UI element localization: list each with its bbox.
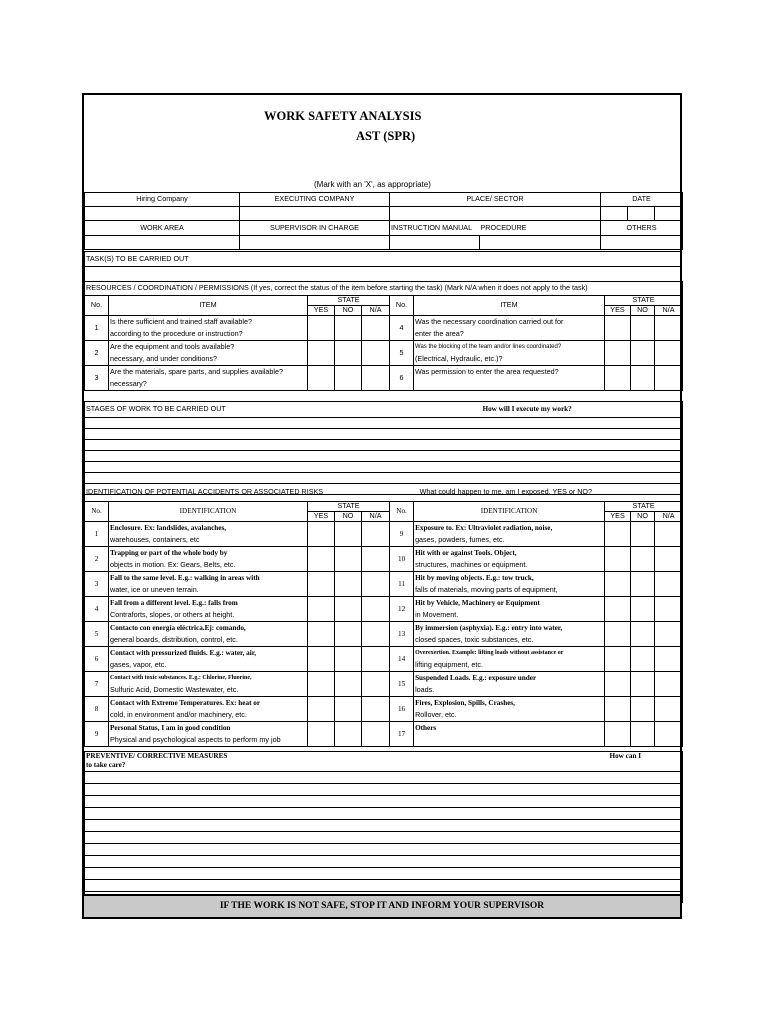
risk-item-yes-checkbox[interactable]	[605, 597, 631, 622]
stages-table	[84, 401, 683, 495]
risk-item-na-checkbox[interactable]	[362, 697, 390, 722]
table-row	[85, 697, 683, 722]
resource-item-yes-checkbox[interactable]	[308, 316, 335, 341]
risk-item-na-checkbox[interactable]	[362, 647, 390, 672]
risk-item-no-checkbox[interactable]	[335, 597, 362, 622]
resource-number: 5	[390, 341, 414, 366]
resource-item-line1: Was permission to enter the area requested?	[415, 367, 559, 376]
risk-item-yes-checkbox[interactable]	[605, 672, 631, 697]
no-state-header-right: NO	[631, 512, 655, 522]
header-table	[84, 192, 683, 250]
risk-item-text	[414, 547, 605, 572]
risk-item-line1: Trapping or part of the whole body by	[110, 549, 228, 557]
resource-item-line2: according to the procedure or instruction?	[110, 329, 243, 338]
risk-item-na-checkbox[interactable]	[655, 622, 683, 647]
risk-item-no-checkbox[interactable]	[631, 722, 655, 747]
risk-item-na-checkbox[interactable]	[655, 647, 683, 672]
risk-item-yes-checkbox[interactable]	[605, 697, 631, 722]
risk-item-line1: Personal Status, I am in good condition	[110, 724, 231, 732]
yes-header-right: YES	[605, 306, 631, 316]
procedure-field[interactable]	[480, 236, 601, 250]
risk-item-text	[414, 672, 605, 697]
risk-item-na-checkbox[interactable]	[362, 572, 390, 597]
risk-item-na-checkbox[interactable]	[655, 572, 683, 597]
risk-item-no-checkbox[interactable]	[631, 647, 655, 672]
risk-number: 5	[85, 622, 109, 647]
preventive-line[interactable]	[85, 808, 683, 820]
resource-number: 1	[85, 316, 109, 341]
identification-header-right: IDENTIFICATION	[414, 502, 605, 522]
risk-item-na-checkbox[interactable]	[655, 522, 683, 547]
resource-item-no-checkbox[interactable]	[335, 366, 362, 391]
risk-item-line2: general boards, distribution, control, etc.	[110, 635, 238, 644]
tasks-table	[84, 251, 682, 282]
stages-line[interactable]	[85, 440, 683, 451]
risk-item-line2: falls of materials, moving parts of equipment,	[415, 585, 558, 594]
risk-item-line1: Contact with pressurized fluids. E.g.: water, air,	[110, 649, 257, 657]
state-header: STATE	[308, 502, 390, 512]
others-field[interactable]	[601, 236, 683, 250]
resource-item-text	[414, 341, 605, 366]
date-year-field[interactable]	[655, 207, 683, 221]
na-header: N/A	[362, 512, 390, 522]
risks-label: IDENTIFICATION OF POTENTIAL ACCIDENTS OR ASSOCIATED RISKS	[85, 484, 390, 502]
na-header: N/A	[362, 306, 390, 316]
preventive-label-line1: PREVENTIVE/ CORRECTIVE MEASURES	[86, 752, 228, 760]
state-header-right: STATE	[605, 296, 683, 306]
risk-number: 4	[85, 597, 109, 622]
risk-item-na-checkbox[interactable]	[362, 722, 390, 747]
risk-item-no-checkbox[interactable]	[335, 647, 362, 672]
resource-item-line2: enter the area?	[415, 329, 464, 338]
risk-item-text	[414, 572, 605, 597]
preventive-line[interactable]	[85, 796, 683, 808]
work-area-label: WORK AREA	[85, 221, 240, 236]
risk-number: 2	[85, 547, 109, 572]
stages-line[interactable]	[85, 429, 683, 440]
risks-table	[84, 483, 683, 747]
risk-item-line1: Contact with toxic substances. E.g.: Chlorine, Fluorine,	[110, 675, 252, 681]
preventive-line[interactable]	[85, 784, 683, 796]
form-title: WORK SAFETY ANALYSIS	[264, 109, 422, 123]
resources-table	[84, 281, 683, 391]
resource-item-na-checkbox[interactable]	[362, 366, 390, 391]
resource-number: 6	[390, 366, 414, 391]
no-state-header: NO	[335, 512, 362, 522]
date-month-field[interactable]	[628, 207, 655, 221]
table-row	[85, 647, 683, 672]
resource-item-text	[414, 316, 605, 341]
risk-number: 16	[390, 697, 414, 722]
date-day-field[interactable]	[601, 207, 628, 221]
resource-item-line1: Was the blocking of the team and/or lines coordinated?	[415, 344, 562, 350]
risk-item-line1: Fires, Explosion, Spills, Crashes,	[415, 699, 515, 707]
resource-item-na-checkbox[interactable]	[362, 341, 390, 366]
risk-item-line1: Fall from a different level. E.g.: falls from	[110, 599, 238, 607]
risk-item-line1: Suspended Loads. E.g.: exposure under	[415, 674, 537, 682]
stages-line[interactable]	[85, 473, 683, 484]
preventive-line[interactable]	[85, 844, 683, 856]
yes-header: YES	[308, 512, 335, 522]
risk-item-text	[109, 697, 308, 722]
resource-item-na-checkbox[interactable]	[655, 316, 683, 341]
risk-item-line1: Enclosure. Ex: landslides, avalanches,	[110, 524, 227, 532]
risk-item-na-checkbox[interactable]	[362, 522, 390, 547]
risk-item-yes-checkbox[interactable]	[605, 647, 631, 672]
risk-item-no-checkbox[interactable]	[631, 672, 655, 697]
no-state-header-right: NO	[631, 306, 655, 316]
risk-item-line2: water, ice or uneven terrain.	[110, 585, 199, 594]
risk-number: 14	[390, 647, 414, 672]
resource-item-yes-checkbox[interactable]	[308, 366, 335, 391]
resource-item-text	[109, 341, 308, 366]
preventive-line[interactable]	[85, 772, 683, 784]
risk-item-text	[414, 697, 605, 722]
date-label: DATE	[601, 193, 683, 207]
table-row	[85, 547, 683, 572]
risk-item-no-checkbox[interactable]	[631, 547, 655, 572]
risk-item-line2: Contraforts, slopes, or others at height.	[110, 610, 235, 619]
resource-item-no-checkbox[interactable]	[631, 341, 655, 366]
risk-item-line2: Rollover, etc.	[415, 710, 457, 719]
resource-item-no-checkbox[interactable]	[335, 316, 362, 341]
risk-item-yes-checkbox[interactable]	[308, 622, 335, 647]
risk-number: 8	[85, 697, 109, 722]
resource-item-na-checkbox[interactable]	[362, 316, 390, 341]
preventive-line[interactable]	[85, 856, 683, 868]
risk-item-text	[414, 647, 605, 672]
stages-label: STAGES OF WORK TO BE CARRIED OUT	[85, 402, 385, 418]
risk-item-yes-checkbox[interactable]	[308, 672, 335, 697]
table-row	[85, 341, 683, 366]
risk-item-yes-checkbox[interactable]	[605, 522, 631, 547]
risk-item-na-checkbox[interactable]	[362, 597, 390, 622]
table-row	[85, 522, 683, 547]
preventive-question: How can I	[525, 752, 683, 772]
supervisor-field[interactable]	[240, 236, 390, 250]
others-label: OTHERS	[601, 221, 683, 236]
resource-item-line1: Are the equipment and tools available?	[110, 342, 235, 351]
risk-item-yes-checkbox[interactable]	[308, 522, 335, 547]
risk-number: 3	[85, 572, 109, 597]
risk-item-na-checkbox[interactable]	[362, 622, 390, 647]
resources-label: RESOURCES / COORDINATION / PERMISSIONS (If yes, correct the status of the item before starting the task) (Mark N/A when it does not apply to the task)	[85, 282, 683, 296]
risk-item-na-checkbox[interactable]	[362, 547, 390, 572]
risk-item-text	[109, 672, 308, 697]
resource-item-text	[109, 366, 308, 391]
risk-item-text	[414, 597, 605, 622]
risk-item-no-checkbox[interactable]	[631, 622, 655, 647]
risk-number: 11	[390, 572, 414, 597]
table-row	[85, 597, 683, 622]
risk-item-line2: cold, in environment and/or machinery, etc.	[110, 710, 247, 719]
risk-item-yes-checkbox[interactable]	[308, 647, 335, 672]
risk-item-no-checkbox[interactable]	[335, 547, 362, 572]
risk-item-line1: Contact with Extreme Temperatures. Ex: heat or	[110, 699, 261, 707]
risk-item-line2: warehouses, containers, etc	[110, 535, 200, 544]
no-state-header: NO	[335, 306, 362, 316]
risk-item-na-checkbox[interactable]	[655, 722, 683, 747]
risk-number: 7	[85, 672, 109, 697]
resource-item-text	[414, 366, 605, 391]
risk-item-line2: objects in motion. Ex: Gears, Belts, etc.	[110, 560, 236, 569]
risk-item-na-checkbox[interactable]	[655, 547, 683, 572]
mark-instruction: (Mark with an 'X', as appropriate)	[314, 180, 431, 189]
risk-item-no-checkbox[interactable]	[335, 572, 362, 597]
item-header-right: ITEM	[414, 296, 605, 316]
preventive-line[interactable]	[85, 820, 683, 832]
risk-number: 13	[390, 622, 414, 647]
preventive-table	[84, 751, 683, 903]
resource-item-text	[109, 316, 308, 341]
procedure-label: PROCEDURE	[480, 221, 601, 236]
risk-item-line1: Fall to the same level. E.g.: walking in areas with	[110, 574, 260, 582]
resource-item-yes-checkbox[interactable]	[605, 316, 631, 341]
risk-item-no-checkbox[interactable]	[631, 572, 655, 597]
form-subtitle: AST (SPR)	[356, 129, 416, 143]
risk-item-line1: Others	[415, 724, 437, 732]
no-header-right: No.	[390, 296, 414, 316]
risk-item-na-checkbox[interactable]	[362, 672, 390, 697]
resource-number: 2	[85, 341, 109, 366]
no-header: No.	[85, 502, 109, 522]
risk-item-text	[109, 597, 308, 622]
preventive-line[interactable]	[85, 868, 683, 880]
resource-item-line1: Was the necessary coordination carried out for	[415, 317, 564, 326]
risk-item-text	[109, 647, 308, 672]
resource-item-line2: necessary?	[110, 379, 147, 388]
risk-item-text	[414, 622, 605, 647]
risk-item-yes-checkbox[interactable]	[605, 622, 631, 647]
executing-company-field[interactable]	[240, 207, 390, 221]
yes-header-right: YES	[605, 512, 631, 522]
resource-item-no-checkbox[interactable]	[631, 316, 655, 341]
resource-item-yes-checkbox[interactable]	[308, 341, 335, 366]
resource-number: 3	[85, 366, 109, 391]
risk-item-line1: Hit by moving objects. E.g.: tow truck,	[415, 574, 534, 582]
risks-question: What could happen to me, am I exposed, YES or NO?	[390, 484, 683, 502]
place-sector-field[interactable]	[390, 207, 601, 221]
risk-item-no-checkbox[interactable]	[335, 672, 362, 697]
state-header: STATE	[308, 296, 390, 306]
table-row	[85, 316, 683, 341]
resource-item-line1: Are the materials, spare parts, and supplies available?	[110, 367, 283, 376]
risk-item-no-checkbox[interactable]	[631, 697, 655, 722]
item-header: ITEM	[109, 296, 308, 316]
risk-item-no-checkbox[interactable]	[335, 622, 362, 647]
risk-number: 17	[390, 722, 414, 747]
risk-item-na-checkbox[interactable]	[655, 672, 683, 697]
table-row	[85, 622, 683, 647]
instruction-manual-field[interactable]	[390, 236, 480, 250]
stages-line[interactable]	[85, 462, 683, 473]
preventive-line[interactable]	[85, 832, 683, 844]
risk-item-line2: gases, vapor, etc.	[110, 660, 167, 669]
tasks-field[interactable]	[85, 267, 682, 282]
risk-item-yes-checkbox[interactable]	[605, 572, 631, 597]
resource-item-na-checkbox[interactable]	[655, 341, 683, 366]
table-row	[85, 672, 683, 697]
risk-item-line2: in Movement.	[415, 610, 459, 619]
risk-item-text	[109, 572, 308, 597]
risk-number: 15	[390, 672, 414, 697]
risk-item-text	[109, 522, 308, 547]
risk-item-text	[414, 522, 605, 547]
risk-item-no-checkbox[interactable]	[335, 722, 362, 747]
risk-item-yes-checkbox[interactable]	[308, 572, 335, 597]
risk-item-text	[109, 622, 308, 647]
resource-item-line2: necessary, and under conditions?	[110, 354, 217, 363]
risk-item-text	[109, 547, 308, 572]
risk-item-line2: gases, powders, fumes, etc.	[415, 535, 505, 544]
risk-number: 12	[390, 597, 414, 622]
risk-item-line1: By immersion (asphyxia). E.g.: entry into water,	[415, 624, 563, 632]
executing-company-label: EXECUTING COMPANY	[240, 193, 390, 207]
risk-item-line2: Physical and psychological aspects to perform my job	[110, 735, 281, 744]
risk-item-line2: Sulfuric Acid, Domestic Wastewater, etc.	[110, 685, 239, 694]
risk-item-yes-checkbox[interactable]	[605, 547, 631, 572]
risk-number: 1	[85, 522, 109, 547]
risk-item-line1: Overexertion. Example: lifting loads without assistance or	[415, 650, 564, 656]
stages-line[interactable]	[85, 418, 683, 429]
risk-item-line2: structures, machines or equipment.	[415, 560, 528, 569]
risk-number: 9	[390, 522, 414, 547]
resource-item-yes-checkbox[interactable]	[605, 366, 631, 391]
risk-item-line1: Hit by Vehicle, Machinery or Equipment	[415, 599, 540, 607]
resource-item-line1: Is there sufficient and trained staff available?	[110, 317, 252, 326]
risk-item-text	[414, 722, 605, 747]
na-header-right: N/A	[655, 306, 683, 316]
hiring-company-label: Hiring Company	[85, 193, 240, 207]
work-safety-form	[82, 93, 682, 919]
preventive-label	[85, 752, 525, 772]
risk-number: 6	[85, 647, 109, 672]
instruction-manual-label: INSTRUCTION MANUAL	[390, 221, 480, 236]
place-sector-label: PLACE/ SECTOR	[390, 193, 601, 207]
risk-item-line1: Hit with or against Tools. Object,	[415, 549, 517, 557]
resource-item-no-checkbox[interactable]	[335, 341, 362, 366]
risk-item-na-checkbox[interactable]	[655, 597, 683, 622]
resource-item-line2	[415, 378, 603, 390]
risk-item-no-checkbox[interactable]	[631, 597, 655, 622]
footer-warning: IF THE WORK IS NOT SAFE, STOP IT AND INFORM YOUR SUPERVISOR	[84, 894, 680, 917]
risk-item-yes-checkbox[interactable]	[308, 547, 335, 572]
stages-line[interactable]	[85, 451, 683, 462]
risk-item-line1: Contacto con energía eléctrica.Ej: comando,	[110, 624, 246, 632]
risk-item-line2	[415, 734, 603, 746]
na-header-right: N/A	[655, 512, 683, 522]
risk-item-no-checkbox[interactable]	[335, 522, 362, 547]
yes-header: YES	[308, 306, 335, 316]
risk-item-yes-checkbox[interactable]	[308, 597, 335, 622]
no-header-right: No.	[390, 502, 414, 522]
resource-item-yes-checkbox[interactable]	[605, 341, 631, 366]
work-area-field[interactable]	[85, 236, 240, 250]
risk-item-line2: closed spaces, toxic substances, etc.	[415, 635, 534, 644]
state-header-right: STATE	[605, 502, 683, 512]
resource-item-na-checkbox[interactable]	[655, 366, 683, 391]
risk-item-no-checkbox[interactable]	[631, 522, 655, 547]
table-row	[85, 572, 683, 597]
risk-item-text	[109, 722, 308, 747]
risk-item-line1: Exposure to. Ex: Ultraviolet radiation, noise,	[415, 524, 553, 532]
stages-question: How will I execute my work?	[385, 402, 683, 418]
risk-number: 10	[390, 547, 414, 572]
hiring-company-field[interactable]	[85, 207, 240, 221]
risk-item-yes-checkbox[interactable]	[308, 697, 335, 722]
resource-item-line2: (Electrical, Hydraulic, etc.)?	[415, 354, 503, 363]
risk-item-na-checkbox[interactable]	[655, 697, 683, 722]
resource-number: 4	[390, 316, 414, 341]
risk-item-no-checkbox[interactable]	[335, 697, 362, 722]
identification-header: IDENTIFICATION	[109, 502, 308, 522]
risk-number: 9	[85, 722, 109, 747]
risk-item-yes-checkbox[interactable]	[605, 722, 631, 747]
table-row	[85, 722, 683, 747]
risk-item-yes-checkbox[interactable]	[308, 722, 335, 747]
supervisor-label: SUPERVISOR IN CHARGE	[240, 221, 390, 236]
risk-item-line2: loads.	[415, 685, 435, 694]
no-header: No.	[85, 296, 109, 316]
table-row	[85, 366, 683, 391]
preventive-line[interactable]	[85, 880, 683, 892]
preventive-label-line2: to take care?	[86, 761, 126, 769]
risk-item-line2: lifting equipment, etc.	[415, 660, 483, 669]
resource-item-no-checkbox[interactable]	[631, 366, 655, 391]
tasks-label: TASK(S) TO BE CARRIED OUT	[85, 252, 682, 267]
